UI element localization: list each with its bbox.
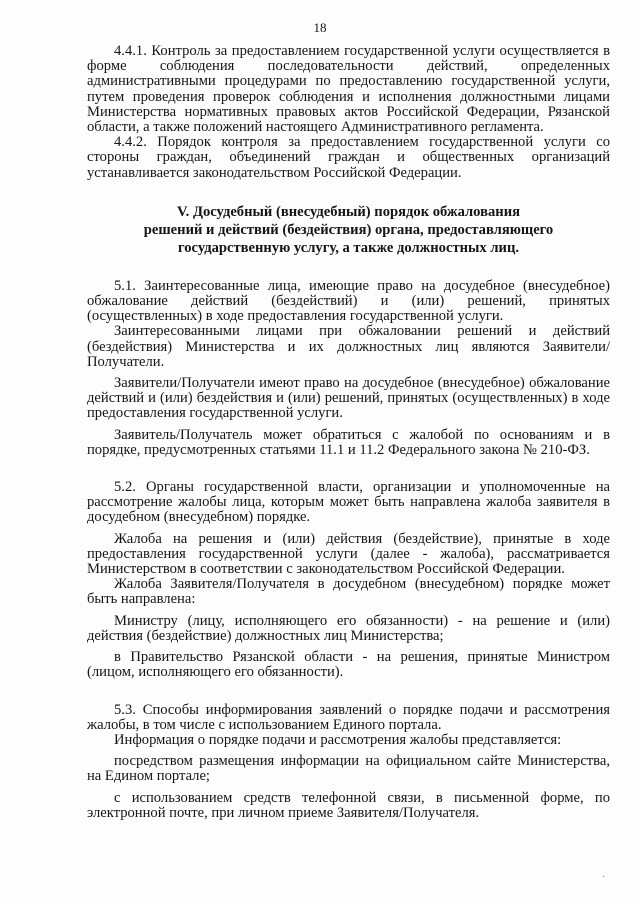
paragraph-5-2-minister: Министру (лицу, исполняющего его обязанности) - на решение и (или) действия (бездействие) должностных лиц Министерства;: [87, 612, 610, 644]
section-5-title-line-2: решений и действий (бездействия) органа, предоставляющего: [143, 221, 554, 238]
paragraph-5-1-grounds: Заявитель/Получатель может обратиться с жалобой по основаниям и в порядке, предусмотренных статьями 11.1 и 11.2 Федерального закона № 210-ФЗ.: [87, 426, 610, 458]
section-5-title: [87, 203, 610, 257]
scan-mark: ·: [602, 872, 606, 883]
page-number: 18: [313, 20, 327, 35]
document-body: [87, 44, 610, 821]
paragraph-5-3-website: посредством размещения информации на официальном сайте Министерства, на Едином портале;: [87, 753, 610, 785]
paragraph-5-3-information: Информация о порядке подачи и рассмотрения жалобы представляется:: [114, 731, 562, 748]
paragraph-5-3-phone: с использованием средств телефонной связи, в письменной форме, по электронной почте, при личном приеме Заявителя/Получателя.: [87, 789, 610, 821]
paragraph-5-1-interested-persons: Заинтересованными лицами при обжаловании решений и действий (бездействия) Министерства и их должностных лиц являются Заявители/Получатели.: [87, 323, 610, 370]
paragraph-5-1-rights: Заявители/Получатели имеют право на досудебное (внесудебное) обжалование действий и (или) бездействия и (или) решений, принятых (осуществленных) в ходе предоставления государственной услуги.: [87, 375, 610, 422]
paragraph-5-3: 5.3. Способы информирования заявлений о порядке подачи и рассмотрения жалобы, в том числе с использованием Единого портала.: [87, 701, 610, 733]
paragraph-5-2-government: в Правительство Рязанской области - на решения, принятые Министром (лицом, исполняющего его обязанности).: [87, 649, 610, 681]
paragraph-5-1: 5.1. Заинтересованные лица, имеющие право на досудебное (внесудебное) обжалование действий (бездействий) и (или) решений, принятых (осуществленных) в ходе предоставления государственной услуги.: [87, 277, 610, 325]
section-5-title-line-1: V. Досудебный (внесудебный) порядок обжалования: [176, 203, 520, 220]
paragraph-5-2: 5.2. Органы государственной власти, организации и уполномоченные на рассмотрение жалобы лица, которым может быть направлена жалоба заявителя в досудебном (внесудебном) порядке.: [87, 479, 610, 526]
paragraph-5-2-complaint: Жалоба на решения и (или) действия (бездействие), принятые в ходе предоставления государственной услуги (далее - жалоба), рассматривается Министерством в соответствии с законодательством Российской Федерации.: [87, 530, 610, 578]
paragraph-4-4-2: 4.4.2. Порядок контроля за предоставлением государственной услуги со стороны граждан, объединений граждан и общественных организаций устанавливается законодательством Российской Федерации.: [87, 134, 610, 181]
section-5-title-line-3: государственную услугу, а также должностных лиц.: [177, 239, 520, 256]
paragraph-5-2-directed: Жалоба Заявителя/Получателя в досудебном (внесудебном) порядке может быть направлена:: [87, 576, 610, 608]
paragraph-4-4-1: 4.4.1. Контроль за предоставлением государственной услуги осуществляется в форме соблюдения последовательности действий, определенных административными процедурами по предоставлению государственной услуги, путем проведения проверок соблюдения и исполнения должностными лицами Министерства нормативных правовых актов Российской Федерации, Рязанской области, а также положений настоящего Административного регламента.: [87, 43, 610, 136]
